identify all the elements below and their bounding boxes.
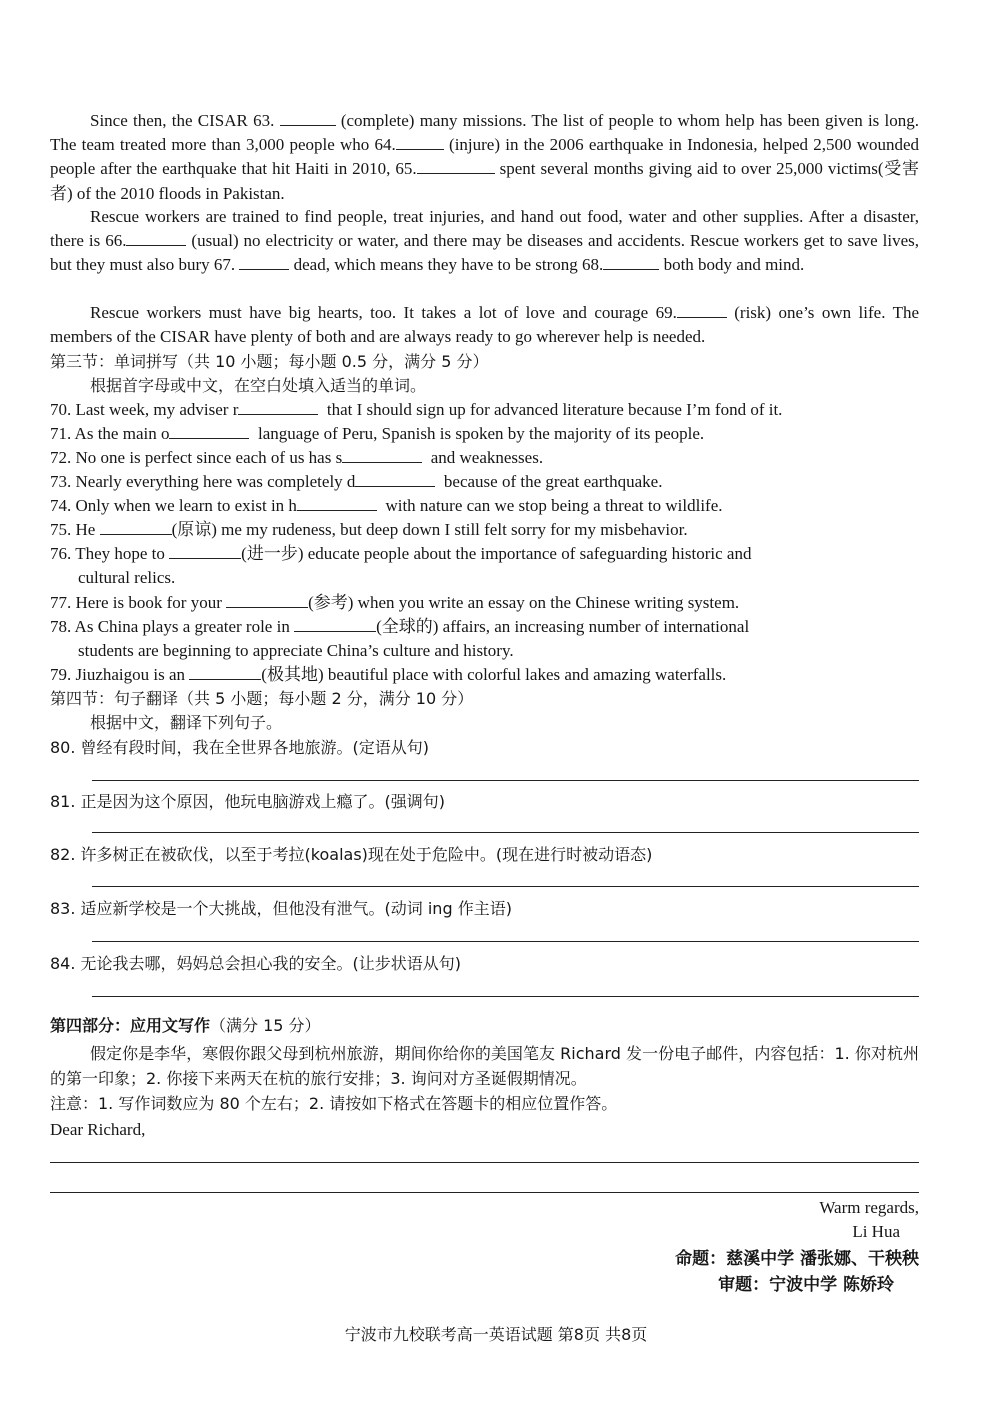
blank-79[interactable]	[189, 665, 261, 680]
closing: Warm regards,	[819, 1198, 919, 1217]
blank-73[interactable]	[355, 472, 435, 487]
reviewer-credit: 审题：宁波中学 陈娇玲	[718, 1275, 894, 1295]
text: (原谅) me my rudeness, but deep down I still felt sorry for my misbehavior.	[171, 520, 688, 539]
blank-77[interactable]	[226, 593, 308, 608]
part4-title: 第四部分：应用文写作	[50, 1016, 211, 1035]
question-72	[50, 446, 919, 470]
text: Rescue workers must have big hearts, too. It takes a lot of love and courage 69.	[90, 303, 677, 322]
text: because of the great earthquake.	[443, 472, 663, 491]
writing-line-1[interactable]	[50, 1162, 919, 1163]
text: (进一步) educate people about the importance of safeguarding historic and	[241, 544, 752, 563]
question-79	[50, 663, 919, 687]
text: 71. As the main o	[50, 424, 170, 443]
section3-instruction: 根据首字母或中文，在空白处填入适当的单词。	[90, 376, 427, 395]
part4-prompt: 假定你是李华，寒假你跟父母到杭州旅游，期间你给你的美国笔友 Richard 发一份电子邮件，内容包括：1. 你对杭州的第一印象；2. 你接下来两天在杭的旅行安排；3. 询问对方圣诞假期情况。	[50, 1044, 919, 1088]
text: language of Peru, Spanish is spoken by the majority of its people.	[257, 424, 705, 443]
question-80: 80. 曾经有段时间，我在全世界各地旅游。(定语从句)	[50, 738, 430, 757]
passage-paragraph-2	[50, 205, 919, 278]
section3-title: 第三节：单词拼写（共 10 小题；每小题 0.5 分，满分 5 分）	[50, 352, 489, 371]
blank-68[interactable]	[603, 255, 659, 270]
text: 78. As China plays a greater role in	[50, 617, 290, 636]
signature-name: Li Hua	[852, 1222, 900, 1241]
blank-75[interactable]	[100, 520, 172, 535]
text: 75. He	[50, 520, 96, 539]
text: (极其地) beautiful place with colorful lakes and amazing waterfalls.	[261, 665, 727, 684]
question-75	[50, 518, 919, 542]
blank-64[interactable]	[396, 135, 444, 150]
blank-69[interactable]	[677, 303, 727, 318]
answer-line-84[interactable]	[92, 996, 919, 997]
passage-paragraph-1	[50, 109, 919, 206]
question-76-continued: cultural relics.	[78, 568, 176, 587]
text: 72. No one is perfect since each of us has s	[50, 448, 343, 467]
question-84: 84. 无论我去哪，妈妈总会担心我的安全。(让步状语从句)	[50, 954, 462, 973]
question-78	[50, 615, 919, 639]
blank-74[interactable]	[297, 496, 377, 511]
answer-line-83[interactable]	[92, 941, 919, 942]
question-83: 83. 适应新学校是一个大挑战，但他没有泄气。(动词 ing 作主语)	[50, 899, 512, 918]
question-78-continued: students are beginning to appreciate China’s culture and history.	[78, 641, 514, 660]
text: 74. Only when we learn to exist in h	[50, 496, 297, 515]
part4-heading	[50, 1014, 919, 1038]
blank-70[interactable]	[238, 400, 318, 415]
text: (参考) when you write an essay on the Chinese writing system.	[308, 593, 740, 612]
text: (usual) no electricity or water, and there may be diseases and accidents. Rescue workers get to save lives, but they must also bury 67.	[50, 231, 920, 275]
answer-line-82[interactable]	[92, 886, 919, 887]
part4-note: 注意：1. 写作词数应为 80 个左右；2. 请按如下格式在答题卡的相应位置作答。	[50, 1094, 618, 1113]
question-70	[50, 398, 919, 422]
blank-65[interactable]	[417, 159, 495, 174]
answer-line-80[interactable]	[92, 780, 919, 781]
question-76	[50, 542, 919, 566]
blank-66[interactable]	[126, 231, 186, 246]
question-77	[50, 591, 919, 615]
blank-67[interactable]	[239, 255, 289, 270]
blank-63[interactable]	[280, 111, 336, 126]
greeting: Dear Richard,	[50, 1120, 146, 1139]
answer-line-81[interactable]	[92, 832, 919, 833]
section4-title: 第四节：句子翻译（共 5 小题；每小题 2 分，满分 10 分）	[50, 689, 474, 708]
text: 70. Last week, my adviser r	[50, 400, 239, 419]
text: 77. Here is book for your	[50, 593, 222, 612]
blank-72[interactable]	[342, 448, 422, 463]
text: Since then, the CISAR 63.	[90, 111, 275, 130]
part4-score: （满分 15 分）	[210, 1016, 321, 1035]
author-credit: 命题：慈溪中学 潘张娜、干秧秧	[675, 1249, 919, 1269]
text: (injure) in the 2006 earthquake in Indonesia, helped 2,500 wounded people after the earthquake that hit Haiti in 2010, 65.	[50, 135, 920, 179]
text: 76. They hope to	[50, 544, 165, 563]
text: and weaknesses.	[430, 448, 544, 467]
page-footer: 宁波市九校联考高一英语试题 第8页 共8页	[344, 1325, 648, 1344]
text: dead, which means they have to be strong 68.	[293, 255, 604, 275]
question-73	[50, 470, 919, 494]
question-81: 81. 正是因为这个原因，他玩电脑游戏上瘾了。(强调句)	[50, 792, 446, 811]
text: both body and mind.	[663, 255, 805, 275]
blank-78[interactable]	[294, 617, 376, 632]
text: 79. Jiuzhaigou is an	[50, 665, 186, 684]
blank-76[interactable]	[169, 544, 241, 559]
question-74	[50, 494, 919, 518]
text: spent several months giving aid to over 25,000 victims(受害者) of the 2010 floods in Pakistan.	[50, 159, 919, 203]
text: 73. Nearly everything here was completely d	[50, 472, 356, 491]
text: (risk) one’s own life. The members of the CISAR have plenty of both and are always ready to go wherever help is needed.	[50, 303, 919, 347]
writing-line-2[interactable]	[50, 1192, 919, 1193]
text: that I should sign up for advanced literature because I’m fond of it.	[326, 400, 783, 419]
text: Rescue workers are trained to find people, treat injuries, and hand out food, water and other supplies. After a disaster, there is 66.	[50, 207, 919, 251]
text: (complete) many missions. The list of people to whom help has been given is long. The team treated more than 3,000 people who 64.	[50, 111, 920, 155]
question-71	[50, 422, 919, 446]
question-82: 82. 许多树正在被砍伐，以至于考拉(koalas)现在处于危险中。(现在进行时被动语态)	[50, 845, 653, 864]
section4-instruction: 根据中文，翻译下列句子。	[90, 713, 283, 732]
passage-paragraph-3	[50, 301, 919, 349]
blank-71[interactable]	[169, 424, 249, 439]
text: with nature can we stop being a threat to wildlife.	[385, 496, 723, 515]
text: (全球的) affairs, an increasing number of international	[376, 617, 750, 636]
